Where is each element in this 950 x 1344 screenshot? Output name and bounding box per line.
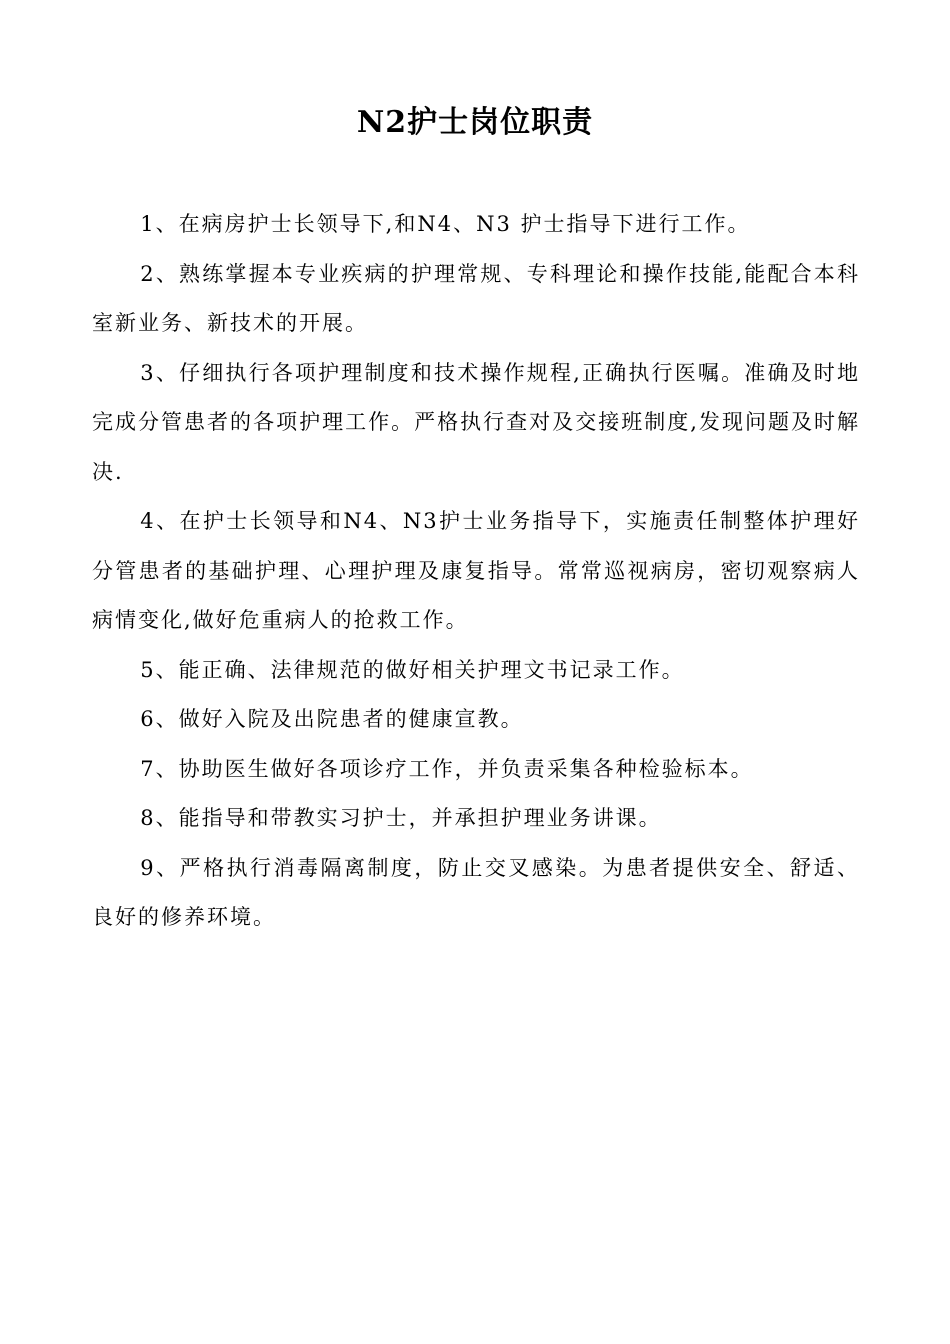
duty-item-2: 2、熟练掌握本专业疾病的护理常规、专科理论和操作技能,能配合本科室新业务、新技术的开展。	[92, 261, 860, 335]
duty-item-3: 3、仔细执行各项护理制度和技术操作规程,正确执行医嘱。准确及时地完成分管患者的各项护理工作。严格执行查对及交接班制度,发现问题及时解决.	[92, 360, 860, 484]
document-body	[92, 200, 860, 943]
duty-item-6: 6、做好入院及出院患者的健康宣教。	[140, 707, 524, 731]
document-title: N2护士岗位职责	[356, 105, 594, 140]
duty-item-1: 1、在病房护士长领导下,和N4、N3 护士指导下进行工作。	[140, 212, 751, 236]
duty-item-7: 7、协助医生做好各项诊疗工作，并负责采集各种检验标本。	[140, 756, 754, 781]
duty-item-4: 4、在护士长领导和N4、N3护士业务指导下，实施责任制整体护理好分管患者的基础护理、心理护理及康复指导。常常巡视病房，密切观察病人病情变化,做好危重病人的抢救工作。	[92, 509, 860, 632]
duty-item-5: 5、能正确、法律规范的做好相关护理文书记录工作。	[140, 657, 685, 682]
duty-item-8: 8、能指导和带教实习护士，并承担护理业务讲课。	[140, 806, 662, 830]
duty-item-9: 9、严格执行消毒隔离制度，防止交叉感染。为患者提供安全、舒适、良好的修养环境。	[92, 855, 860, 929]
